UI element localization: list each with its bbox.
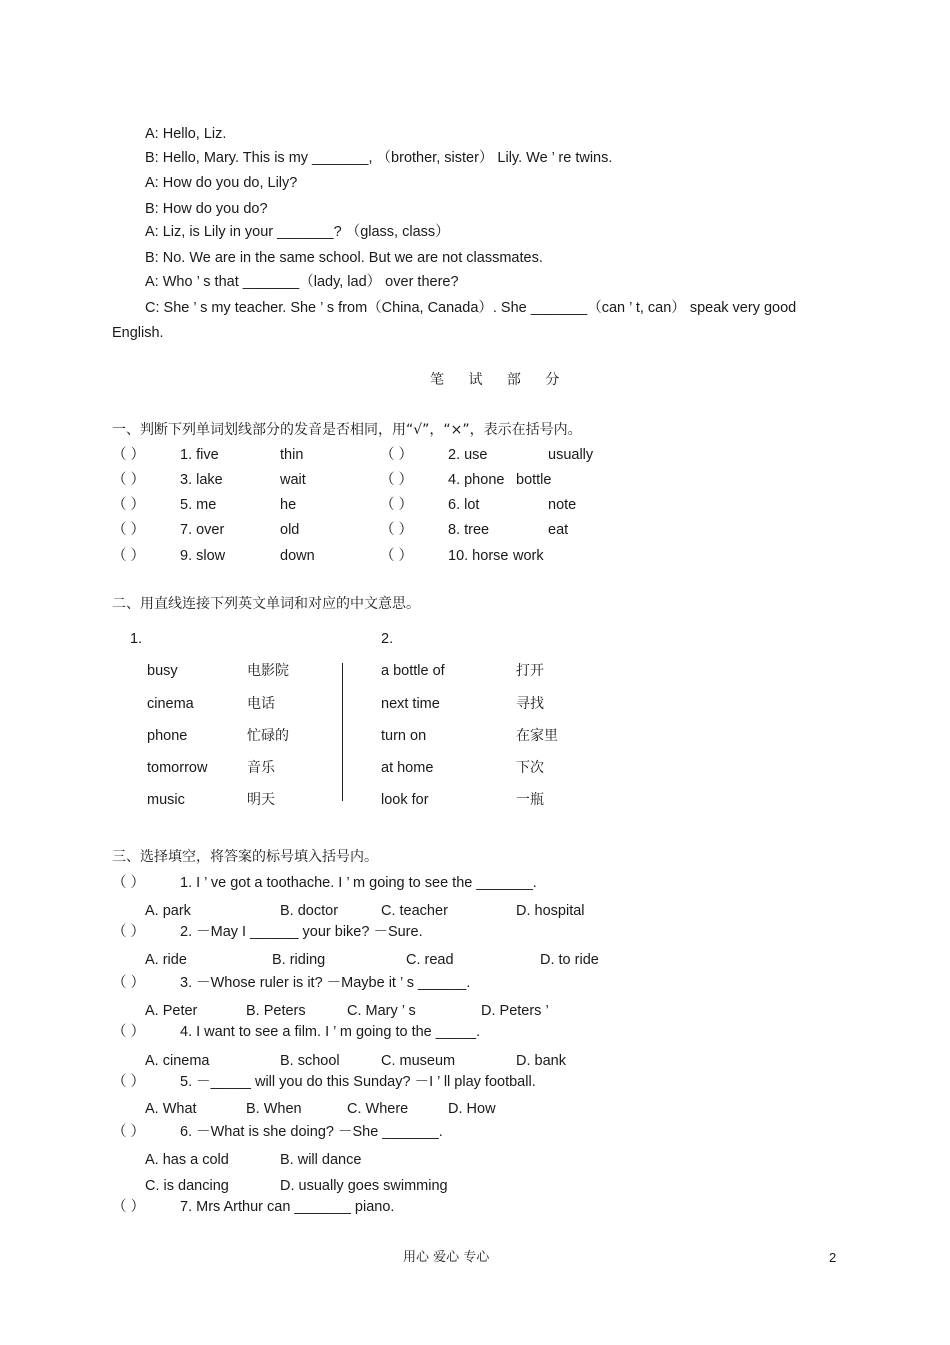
question-text: 3. －Whose ruler is it? －Maybe it ’ s ______. (180, 975, 471, 991)
dialogue-line-8: C: She ’ s my teacher. She ’ s from（China, Canada）. She _______（can ’ t, can） speak very good (145, 300, 797, 316)
item-number: 10. horse (448, 548, 509, 564)
question-text: 6. －What is she doing? －She _______. (180, 1124, 443, 1140)
match-english: phone (147, 728, 188, 744)
match-english: turn on (381, 728, 427, 744)
section2-heading: 二、用直线连接下列英文单词和对应的中文意思。 (112, 596, 420, 612)
option: A. What (145, 1101, 197, 1117)
answer-bracket: （ ） (112, 1124, 146, 1140)
item-number: 8. tree (448, 522, 490, 538)
question-text: 5. －_____ will you do this Sunday? －I ’ ll play football. (180, 1074, 536, 1090)
option: A. cinema (145, 1053, 210, 1069)
match-chinese: 寻找 (516, 696, 544, 712)
compare-word: bottle (516, 472, 552, 488)
answer-bracket: （ ） (112, 447, 146, 463)
option: A. park (145, 903, 191, 919)
match-english: tomorrow (147, 760, 208, 776)
match-english: next time (381, 696, 440, 712)
match-english: at home (381, 760, 434, 776)
question-text: 2. －May I ______ your bike? －Sure. (180, 924, 423, 940)
match-chinese: 下次 (516, 760, 544, 776)
item-number: 1. five (180, 447, 219, 463)
section-title: 笔 试 部 分 (430, 372, 570, 388)
compare-word: work (513, 548, 544, 564)
match-chinese: 忙碌的 (247, 728, 289, 744)
answer-bracket: （ ） (380, 522, 414, 538)
answer-bracket: （ ） (112, 875, 146, 891)
dialogue-line-3: A: How do you do, Lily? (145, 175, 298, 191)
option: B. school (280, 1053, 340, 1069)
option: C. is dancing (145, 1178, 229, 1194)
compare-word: he (280, 497, 297, 513)
answer-bracket: （ ） (112, 548, 146, 564)
option: D. bank (516, 1053, 566, 1069)
question-text: 4. I want to see a film. I ’ m going to the _____. (180, 1024, 481, 1040)
option: A. Peter (145, 1003, 198, 1019)
option: C. Mary ’ s (347, 1003, 416, 1019)
option: B. Peters (246, 1003, 306, 1019)
answer-bracket: （ ） (112, 497, 146, 513)
option: B. riding (272, 952, 326, 968)
answer-bracket: （ ） (112, 924, 146, 940)
item-number: 4. phone (448, 472, 505, 488)
match-english: music (147, 792, 185, 808)
match-english: cinema (147, 696, 194, 712)
match-chinese: 音乐 (247, 760, 275, 776)
match-chinese: 打开 (516, 663, 544, 679)
option: D. to ride (540, 952, 599, 968)
option: D. Peters ’ (481, 1003, 549, 1019)
match-chinese: 明天 (247, 792, 275, 808)
option: B. will dance (280, 1152, 362, 1168)
match-chinese: 电话 (247, 696, 275, 712)
answer-bracket: （ ） (380, 447, 414, 463)
answer-bracket: （ ） (112, 522, 146, 538)
compare-word: wait (280, 472, 306, 488)
compare-word: usually (548, 447, 594, 463)
option: C. teacher (381, 903, 448, 919)
dialogue-line-7: A: Who ’ s that _______（lady, lad） over there? (145, 274, 459, 290)
match-chinese: 电影院 (247, 663, 289, 679)
option: B. When (246, 1101, 302, 1117)
option: C. read (406, 952, 454, 968)
item-number: 5. me (180, 497, 217, 513)
group2-label: 2. (381, 631, 394, 647)
compare-word: eat (548, 522, 569, 538)
compare-word: old (280, 522, 300, 538)
answer-bracket: （ ） (112, 1074, 146, 1090)
option: B. doctor (280, 903, 339, 919)
dialogue-line-6: B: No. We are in the same school. But we are not classmates. (145, 250, 543, 266)
item-number: 9. slow (180, 548, 226, 564)
page-number: 2 (829, 1250, 837, 1265)
dialogue-line-2: B: Hello, Mary. This is my _______, （brother, sister） Lily. We ’ re twins. (145, 150, 613, 166)
compare-word: down (280, 548, 315, 564)
option: C. Where (347, 1101, 409, 1117)
answer-bracket: （ ） (112, 1024, 146, 1040)
answer-bracket: （ ） (112, 975, 146, 991)
answer-bracket: （ ） (112, 1199, 146, 1215)
item-number: 7. over (180, 522, 225, 538)
item-number: 2. use (448, 447, 488, 463)
option: D. usually goes swimming (280, 1178, 448, 1194)
dialogue-line-4: B: How do you do? (145, 201, 268, 217)
option: A. ride (145, 952, 187, 968)
question-text: 7. Mrs Arthur can _______ piano. (180, 1199, 395, 1215)
answer-bracket: （ ） (380, 548, 414, 564)
option: D. hospital (516, 903, 585, 919)
option: D. How (448, 1101, 496, 1117)
answer-bracket: （ ） (380, 472, 414, 488)
section3-heading: 三、选择填空，将答案的标号填入括号内。 (112, 849, 378, 865)
match-chinese: 在家里 (516, 728, 558, 744)
match-chinese: 一瓶 (516, 792, 544, 808)
section1-heading: 一、判断下列单词划线部分的发音是否相同，用“√”，“×”，表示在括号内。 (112, 422, 582, 438)
compare-word: note (548, 497, 577, 513)
divider-line (342, 663, 343, 801)
match-english: look for (381, 792, 429, 808)
dialogue-line-1: A: Hello, Liz. (145, 126, 227, 142)
footer-motto: 用心 爱心 专心 (403, 1250, 490, 1265)
question-text: 1. I ’ ve got a toothache. I ’ m going to see the _______. (180, 875, 537, 891)
match-english: a bottle of (381, 663, 445, 679)
item-number: 3. lake (180, 472, 223, 488)
dialogue-line-5: A: Liz, is Lily in your _______? （glass, class） (145, 224, 450, 240)
answer-bracket: （ ） (112, 472, 146, 488)
compare-word: thin (280, 447, 304, 463)
match-english: busy (147, 663, 178, 679)
answer-bracket: （ ） (380, 497, 414, 513)
dialogue-line-9: English. (112, 325, 164, 341)
item-number: 6. lot (448, 497, 480, 513)
option: C. museum (381, 1053, 456, 1069)
option: A. has a cold (145, 1152, 229, 1168)
group1-label: 1. (130, 631, 143, 647)
